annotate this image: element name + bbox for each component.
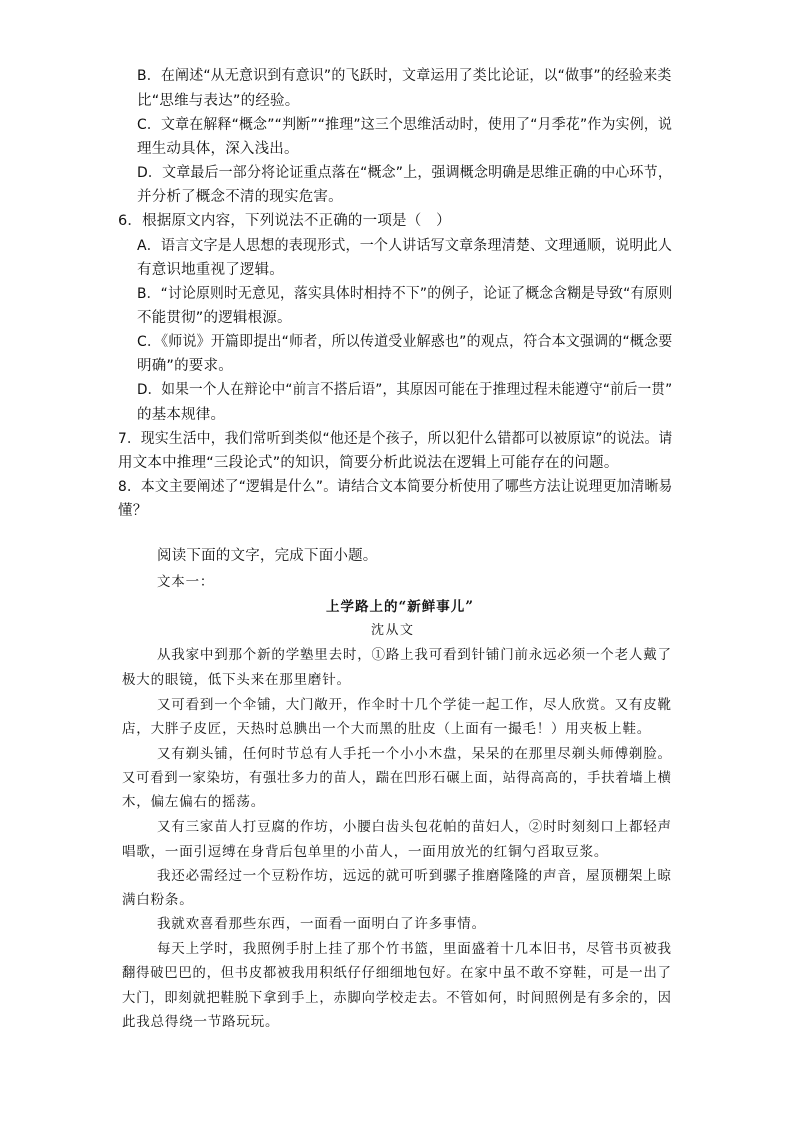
passage-p3-line3: 木，偏左偏右的摇荡。: [122, 794, 265, 810]
passage-p5-line1: 我还必需经过一个豆粉作坊，远远的就可听到骡子推磨隆隆的声音，屋顶棚架上晾: [157, 868, 672, 884]
passage-p3-line2: 又可看到一家染坊，有强壮多力的苗人，踹在凹形石碾上面，站得高高的，手扶着墙上横: [122, 770, 672, 786]
question-8-line2: 懂？: [118, 503, 148, 519]
passage-p3-line1: 又有剃头铺，任何时节总有人手托一个小小木盘，呆呆的在那里尽剃头师傅剃脸。: [157, 746, 672, 762]
question-7-line2: 用文本中推理“三段论式”的知识，简要分析此说法在逻辑上可能存在的问题。: [118, 455, 619, 471]
option-5d-line1: D．文章最后一部分将论证重点落在“概念”上，强调概念明确是思维正确的中心环节，: [137, 165, 672, 181]
question-8-line1: 8．本文主要阐述了“逻辑是什么”。请结合文本简要分析使用了哪些方法让说理更加清晰易: [118, 479, 673, 495]
passage-p6: 我就欢喜看那些东西，一面看一面明白了许多事情。: [157, 916, 486, 932]
passage-p2-line2: 店，大胖子皮匠，天热时总腆出一个大而黑的肚皮（上面有一撮毛！）用夹板上鞋。: [122, 721, 652, 737]
passage-p4-line2: 唱歌，一面引逗缚在身背后包单里的小苗人，一面用放光的红铜勺舀取豆浆。: [122, 844, 609, 860]
option-6c-line2: 明确”的要求。: [137, 358, 233, 374]
option-5c-line2: 理生动具体，深入浅出。: [137, 141, 299, 157]
option-6d-line2: 的基本规律。: [137, 407, 226, 423]
text-one-label: 文本一：: [157, 574, 215, 590]
option-6a-line1: A．语言文字是人思想的表现形式，一个人讲话写文章条理清楚、文理通顺，说明此人: [137, 238, 673, 254]
option-6a-line2: 有意识地重视了逻辑。: [137, 262, 284, 278]
passage-p2-line1: 又可看到一个伞铺，大门敞开，作伞时十几个学徒一起工作，尽人欣赏。又有皮靴: [157, 697, 672, 713]
passage-p7-line4: 此我总得绕一节路玩玩。: [122, 1014, 280, 1030]
passage-author: 沈从文: [371, 623, 415, 638]
passage-p7-line2: 翻得破巴巴的，但书皮都被我用积纸仔仔细细地包好。在家中虽不敢不穿鞋，可是一出了: [122, 965, 672, 981]
passage-p7-line3: 大门，即刻就把鞋脱下拿到手上，赤脚向学校走去。不管如何，时间照例是有多余的，因: [122, 990, 672, 1006]
option-5b-line1: B．在阐述“从无意识到有意识”的飞跃时，文章运用了类比论证，以“做事”的经验来类: [137, 68, 672, 84]
passage-p1-line2: 极大的眼镜，低下头来在那里磨针。: [122, 672, 351, 688]
passage-title: 上学路上的“新鲜事儿”: [326, 599, 475, 615]
passage-p4-line1: 又有三家苗人打豆腐的作坊，小腰白齿头包花帕的苗妇人，②时时刻刻口上都轻声: [157, 819, 672, 835]
option-6d-line1: D．如果一个人在辩论中“前言不搭后语”，其原因可能在于推理过程未能遵守“前后一贯”: [137, 382, 673, 398]
reading-instruction: 阅读下面的文字，完成下面小题。: [157, 548, 378, 564]
option-6c-line1: C．《师说》开篇即提出“师者，所以传道受业解惑也”的观点，符合本文强调的“概念要: [137, 334, 673, 350]
question-7-line1: 7．现实生活中，我们常听到类似“他还是个孩子，所以犯什么错都可以被原谅”的说法。请: [118, 431, 673, 447]
option-5b-line2: 比“思维与表达”的经验。: [137, 93, 300, 109]
question-6: 6．根据原文内容，下列说法不正确的一项是（ ）: [118, 213, 451, 229]
option-5d-line2: 并分析了概念不清的现实危害。: [137, 189, 343, 205]
passage-p7-line1: 每天上学时，我照例手肘上挂了那个竹书篮，里面盛着十几本旧书，尽管书页被我: [157, 941, 672, 957]
option-6b-line1: B．“讨论原则时无意见，落实具体时相持不下”的例子，论证了概念含糊是导致“有原则: [137, 286, 673, 302]
passage-p1-line1: 从我家中到那个新的学塾里去时，①路上我可看到针铺门前永远必须一个老人戴了: [157, 647, 672, 663]
option-6b-line2: 不能贯彻”的逻辑根源。: [137, 310, 292, 326]
passage-p5-line2: 满白粉条。: [122, 892, 194, 908]
option-5c-line1: C．文章在解释“概念”“判断”“推理”这三个思维活动时，使用了“月季花”作为实例，说: [137, 117, 673, 133]
